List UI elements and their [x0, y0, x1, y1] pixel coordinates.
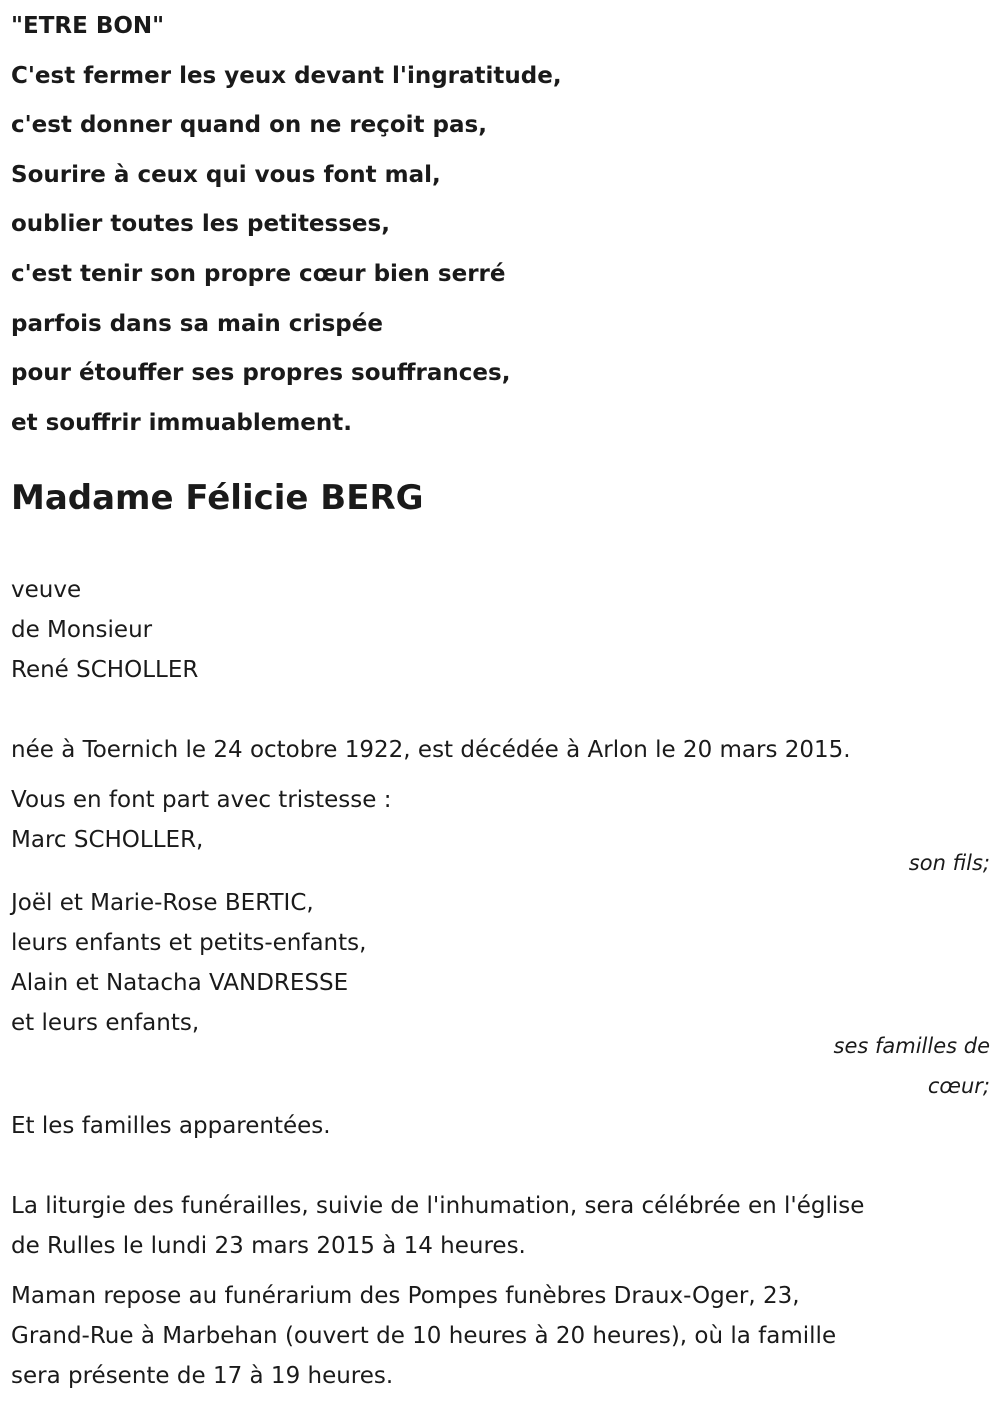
service-line: La liturgie des funérailles, suivie de l'inhumation, sera célébrée en l'église [11, 1193, 865, 1219]
family-line: et leurs enfants, [11, 1010, 200, 1036]
poem-line: et souffrir immuablement. [11, 409, 353, 436]
family-line: Joël et Marie-Rose BERTIC, [11, 890, 314, 916]
son-name: Marc SCHOLLER, [11, 827, 204, 853]
son-relation: son fils; [908, 851, 990, 875]
poem-line: c'est tenir son propre cœur bien serré [11, 260, 506, 287]
poem-line: Sourire à ceux qui vous font mal, [11, 161, 441, 188]
family-relation: ses familles de [833, 1034, 990, 1058]
deceased-name: Madame Félicie BERG [11, 478, 424, 518]
poem-line: C'est fermer les yeux devant l'ingratitude, [11, 62, 562, 89]
poem-title: "ETRE BON" [11, 13, 165, 39]
family-relation: cœur; [927, 1074, 990, 1098]
announcers-intro: Vous en font part avec tristesse : [11, 787, 392, 813]
poem-line: parfois dans sa main crispée [11, 310, 383, 337]
birth-death-line: née à Toernich le 24 octobre 1922, est décédée à Arlon le 20 mars 2015. [11, 737, 851, 763]
rest-line: sera présente de 17 à 19 heures. [11, 1363, 394, 1389]
rest-line: Grand-Rue à Marbehan (ouvert de 10 heures à 20 heures), où la famille [11, 1323, 837, 1349]
rest-line: Maman repose au funérarium des Pompes funèbres Draux-Oger, 23, [11, 1283, 800, 1309]
status-line: de Monsieur [11, 617, 153, 643]
poem-line: pour étouffer ses propres souffrances, [11, 360, 511, 387]
poem [11, 6, 562, 452]
service-line: de Rulles le lundi 23 mars 2015 à 14 heures. [11, 1233, 526, 1259]
status-line: veuve [11, 577, 82, 603]
spouse-name: René SCHOLLER [11, 657, 199, 683]
poem-line: c'est donner quand on ne reçoit pas, [11, 112, 487, 139]
other-families: Et les familles apparentées. [11, 1113, 331, 1139]
poem-line: oublier toutes les petitesses, [11, 211, 390, 238]
family-line: leurs enfants et petits-enfants, [11, 930, 367, 956]
family-line: Alain et Natacha VANDRESSE [11, 970, 349, 996]
